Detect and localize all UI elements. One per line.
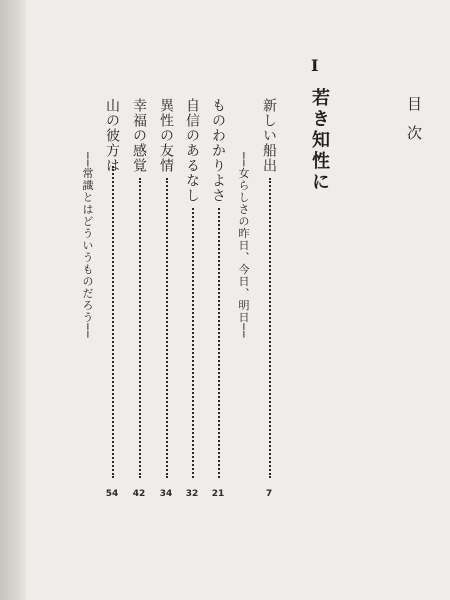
entry-3-title: 自信のあるなし — [184, 98, 200, 203]
entry-3-page: 32 — [185, 489, 199, 499]
bleed-through-shadow — [326, 40, 355, 144]
entry-3-leader — [192, 208, 194, 478]
entry-4-title: 異性の友情 — [158, 98, 174, 173]
part-number: I — [311, 56, 319, 75]
page-title: 目次 — [405, 96, 423, 154]
entry-6-leader — [112, 166, 114, 478]
entry-6-title: 山の彼方は — [104, 98, 120, 173]
entry-4-page: 34 — [159, 489, 173, 499]
entry-2-page: 21 — [211, 489, 225, 499]
entry-1-title: 新しい船出 — [261, 98, 277, 173]
entry-1-leader — [269, 178, 271, 478]
entry-5-page: 42 — [132, 489, 146, 499]
entry-1-subtitle: ──女らしさの昨日、今日、明日── — [237, 152, 250, 339]
contents-page — [26, 0, 450, 600]
entry-5-leader — [139, 178, 141, 478]
part-title: 若き知性に — [309, 88, 330, 193]
entry-1-page: 7 — [265, 489, 273, 499]
entry-2-leader — [218, 208, 220, 478]
entry-6-subtitle: ──常識とはどういうものだろう── — [81, 152, 94, 339]
entry-5-title: 幸福の感覚 — [131, 98, 147, 173]
entry-2-title: ものわかりよさ — [210, 98, 226, 203]
entry-6-page: 54 — [105, 489, 119, 499]
entry-4-leader — [166, 178, 168, 478]
page-stack-edge — [0, 0, 26, 600]
